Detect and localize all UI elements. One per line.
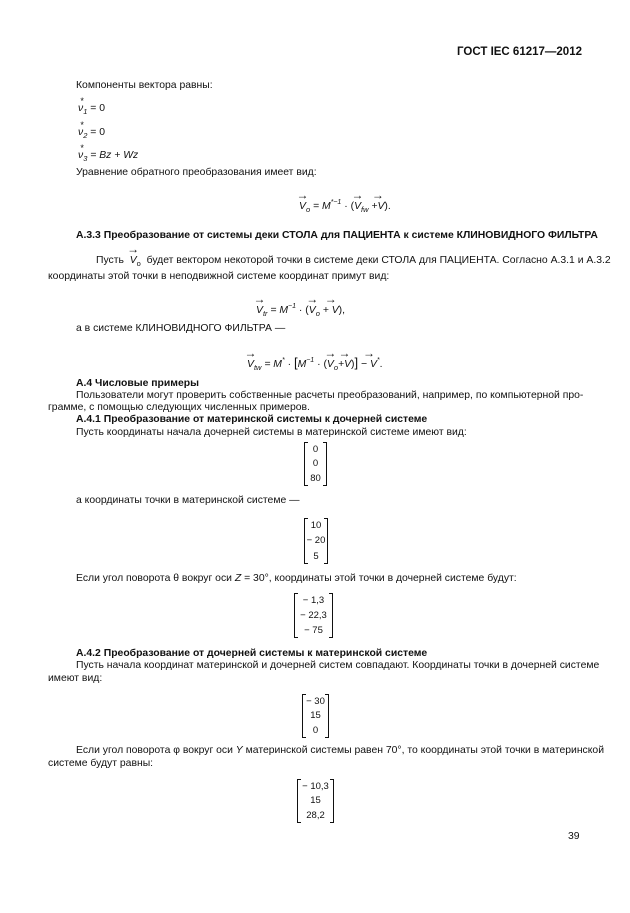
- a42-paragraph-1: Пусть начала координат материнской и дочерней систем совпадают. Координаты точки в дочерней системе: [76, 660, 600, 671]
- a41-paragraph-3: Если угол поворота θ вокруг оси Z = 30°, координаты этой точки в дочерней системе будут:: [76, 573, 517, 584]
- a42-paragraph-2b: системе будут равны:: [48, 758, 154, 769]
- equation-3: → $V_{tw} = M^* \cdot [M^{-1}$ · (→ $V_o\to +V$)] → − V*.: [247, 355, 383, 372]
- v2-equation: * $\nu_2 = 0$: [78, 127, 105, 140]
- components-text: Компоненты вектора равны:: [76, 80, 213, 91]
- a41-heading: А.4.1 Преобразование от материнской системы к дочерней системе: [76, 414, 428, 425]
- a41-paragraph-1: Пусть координаты начала дочерней системы в материнской системе имеют вид:: [76, 427, 467, 438]
- matrix-child-point: − 30 15 0: [302, 694, 329, 738]
- a33-heading: А.3.3 Преобразование от системы деки СТОЛА для ПАЦИЕНТА к системе КЛИНОВИДНОГО ФИЛЬТРА: [76, 230, 598, 241]
- a33-paragraph-2: а в системе КЛИНОВИДНОГО ФИЛЬТРА —: [76, 323, 286, 334]
- a33-paragraph-1b: координаты этой точки в неподвижной системе координат примут вид:: [48, 271, 390, 282]
- inverse-text: Уравнение обратного преобразования имеет вид:: [76, 167, 317, 178]
- matrix-result-1: − 1,3 − 22,3 − 75: [294, 593, 333, 638]
- a33-paragraph-1: Пусть → $V_o$ будет вектором некоторой точки в системе деки СТОЛА для ПАЦИЕНТА. Согласно А.3.1 и А.3.2: [96, 255, 582, 268]
- equation-2: → $V_{tr} = M^{-1}$ · (→ $V_o$ → + V),: [256, 303, 345, 318]
- equation-1: → $V_o = M^{*-1}$ · (→ $V_{fw} \to +V$).: [299, 199, 391, 214]
- a42-heading: А.4.2 Преобразование от дочерней системы к материнской системе: [76, 648, 428, 659]
- page-number: 39: [568, 831, 580, 842]
- a42-paragraph-1b: имеют вид:: [48, 673, 103, 684]
- a42-paragraph-2: Если угол поворота φ вокруг оси Y материнской системы равен 70°, то координаты этой точки в материнской: [76, 745, 605, 756]
- standard-header: ГОСТ IEC 61217—2012: [457, 46, 582, 58]
- a41-paragraph-2: а координаты точки в материнской системе —: [76, 495, 300, 506]
- v3-equation: * $\nu_3 = Bz + Wz$: [78, 150, 138, 163]
- a4-paragraph: Пользователи могут проверить собственные расчеты преобразований, например, по компьютерной про-: [76, 390, 584, 401]
- a4-paragraph-2: грамме, с помощью следующих численных примеров.: [48, 402, 310, 413]
- matrix-result-2: − 10,3 15 28,2: [297, 779, 334, 823]
- v1-equation: * $\nu_1 = 0$: [78, 103, 105, 116]
- matrix-point: 10 − 20 5: [304, 518, 328, 564]
- a4-heading: А.4 Числовые примеры: [76, 378, 199, 389]
- matrix-origin: 0 0 80: [304, 442, 327, 486]
